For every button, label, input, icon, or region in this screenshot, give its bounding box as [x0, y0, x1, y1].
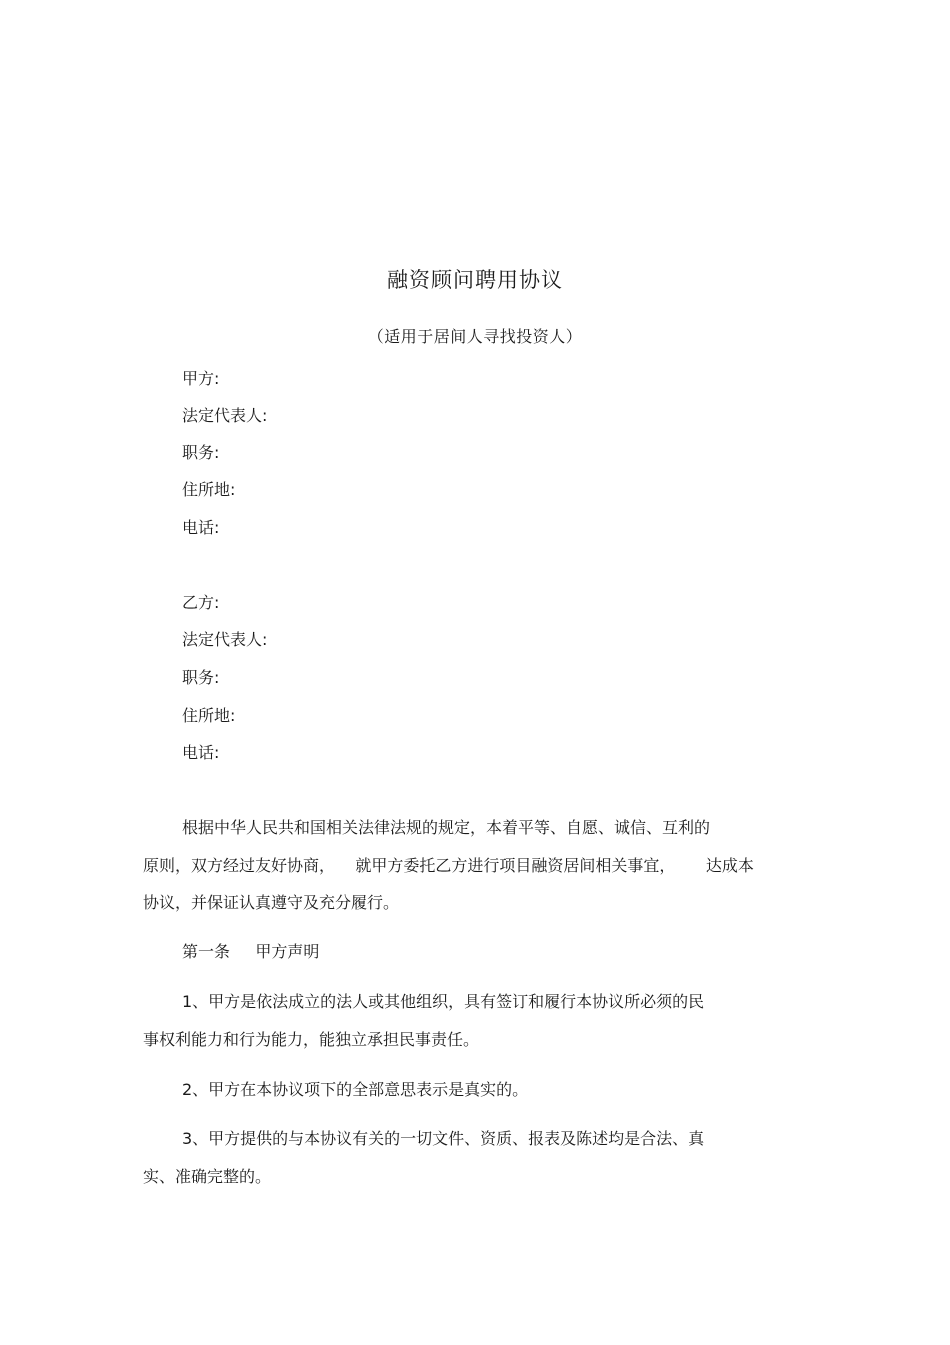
- party-a-representative: 法定代表人:: [182, 406, 268, 425]
- article-1-clause-3-line-1: 3、甲方提供的与本协议有关的一切文件、资质、报表及陈述均是合法、真: [182, 1129, 705, 1148]
- party-b-address: 住所地:: [182, 706, 236, 725]
- document-subtitle: （适用于居间人寻找投资人）: [367, 327, 583, 346]
- article-1-clause-1-line-1: 1、甲方是依法成立的法人或其他组织，具有签订和履行本协议所必须的民: [182, 992, 705, 1011]
- preamble-line-1: 根据中华人民共和国相关法律法规的规定，本着平等、自愿、诚信、互利的: [182, 818, 711, 837]
- party-a-position: 职务:: [182, 443, 220, 462]
- party-a-address: 住所地:: [182, 480, 236, 499]
- party-a-label: 甲方:: [182, 369, 220, 388]
- article-1-clause-2: 2、甲方在本协议项下的全部意思表示是真实的。: [182, 1080, 529, 1099]
- party-b-label: 乙方:: [182, 593, 220, 612]
- party-b-position: 职务:: [182, 668, 220, 687]
- document-title: 融资顾问聘用协议: [387, 268, 563, 292]
- preamble-line-3: 协议，并保证认真遵守及充分履行。: [143, 893, 400, 912]
- party-b-representative: 法定代表人:: [182, 630, 268, 649]
- party-a-phone: 电话:: [182, 518, 220, 537]
- article-1-clause-3-line-2: 实、准确完整的。: [143, 1167, 272, 1186]
- article-1-heading: 第一条 甲方声明: [182, 942, 320, 961]
- party-b-phone: 电话:: [182, 743, 220, 762]
- article-1-clause-1-line-2: 事权利能力和行为能力，能独立承担民事责任。: [143, 1030, 480, 1049]
- preamble-line-2: 原则，双方经过友好协商， 就甲方委托乙方进行项目融资居间相关事宜， 达成本: [143, 856, 754, 875]
